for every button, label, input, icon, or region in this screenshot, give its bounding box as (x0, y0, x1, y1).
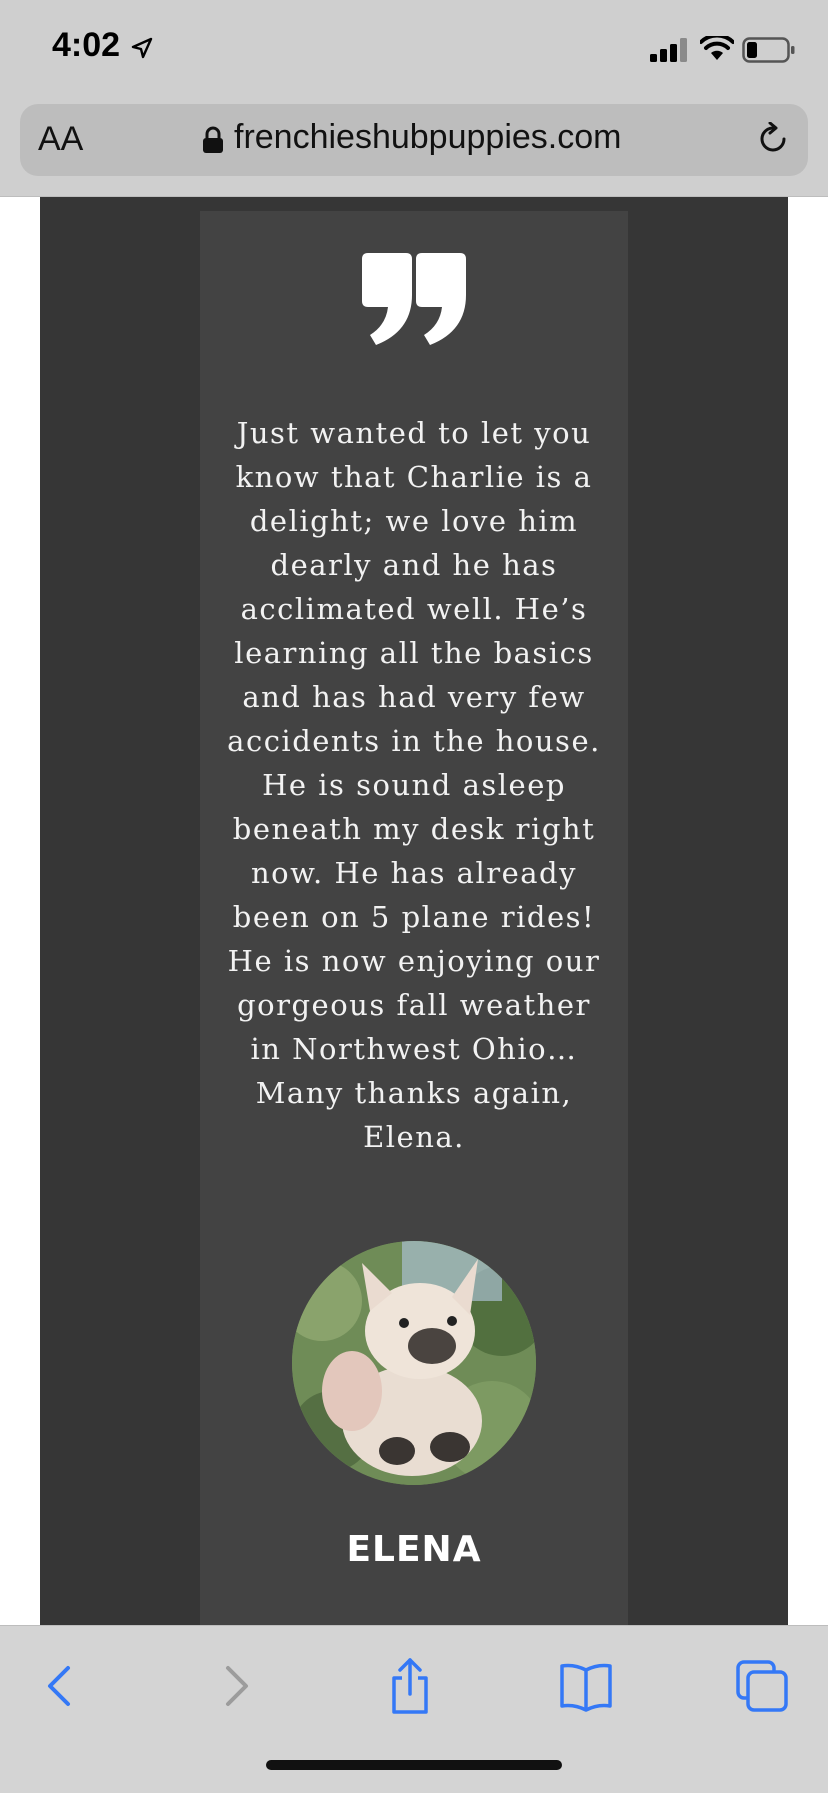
reader-text-size-button[interactable]: AA (38, 120, 84, 158)
french-bulldog-puppy-photo (292, 1241, 536, 1485)
battery-icon (742, 37, 796, 63)
status-time: 4:02 (52, 26, 121, 64)
wifi-icon (700, 36, 734, 62)
quote-icon (360, 253, 468, 345)
browser-address-area (0, 100, 828, 197)
url-text[interactable]: frenchieshubpuppies.com (234, 118, 622, 156)
forward-chevron-icon[interactable] (206, 1656, 266, 1716)
reload-icon[interactable] (756, 122, 792, 158)
share-icon[interactable] (380, 1656, 440, 1716)
testimonial-text: Just wanted to let you know that Charlie is a delight; we love him dearly and he has acclimated well. He’s learning all the basics and has had very few accidents in the house. He is sound asleep beneath my desk right now. He has already been on 5 plane rides! He is now enjoying our gorgeous fall weather in Northwest Ohio… Many thanks again, Elena. (227, 416, 601, 1154)
back-chevron-icon[interactable] (30, 1656, 90, 1716)
address-bar[interactable] (20, 104, 808, 176)
lock-icon (202, 126, 224, 154)
testimonial-author: ELENA (346, 1529, 482, 1570)
cellular-signal-icon (650, 38, 690, 62)
location-arrow-icon (130, 36, 154, 60)
bookmarks-icon[interactable] (556, 1656, 616, 1716)
web-page (0, 197, 828, 1625)
testimonial-photo (292, 1241, 536, 1485)
home-indicator (266, 1760, 562, 1770)
status-bar (0, 0, 828, 100)
tabs-icon[interactable] (732, 1656, 792, 1716)
